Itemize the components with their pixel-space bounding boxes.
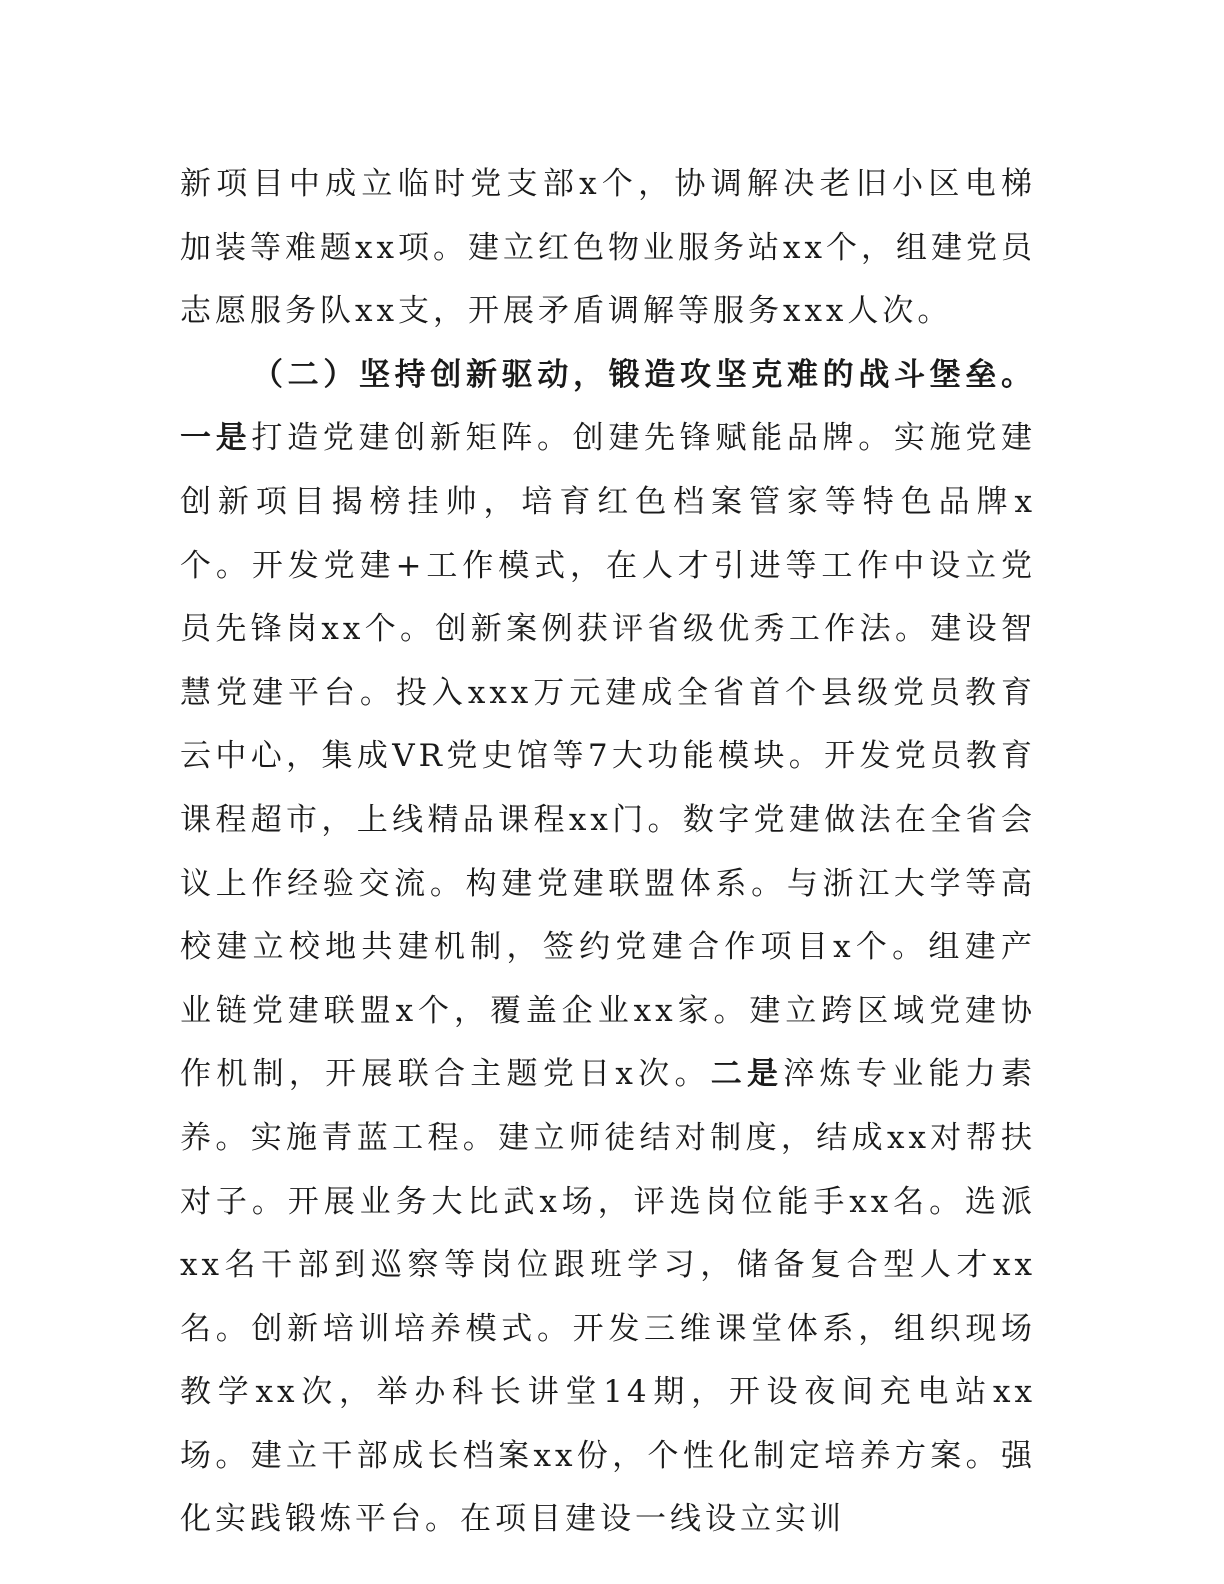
section-heading: （二）坚持创新驱动，锻造攻坚克难的战斗堡垒。 [252, 356, 1036, 393]
point-lead-2: 二是 [710, 1056, 784, 1093]
point-body-1: 打造党建创新矩阵。创建先锋赋能品牌。实施党建创新项目揭榜挂帅，培育红色档案管家等特色品牌x个。开发党建+工作模式，在人才引进等工作中设立党员先锋岗xx个。创新案例获评省级优秀工作法。建设智慧党建平台。投入xxx万元建成全省首个县级党员教育云中心，集成VR党史馆等7大功能模块。开发党员教育课程超市，上线精品课程xx门。数字党建做法在全省会议上作经验交流。构建党建联盟体系。与浙江大学等高校建立校地共建机制，签约党建合作项目x个。组建产业链党建联盟x个，覆盖企业xx家。建立跨区域党建协作机制，开展联合主题党日x次。 [180, 420, 1037, 1093]
point-body-2: 淬炼专业能力素养。实施青蓝工程。建立师徒结对制度，结成xx对帮扶对子。开展业务大比武x场，评选岗位能手xx名。选派xx名干部到巡察等岗位跟班学习，储备复合型人才xx名。创新培训培养模式。开发三维课堂体系，组织现场教学xx次，举办科长讲堂14期，开设夜间充电站xx场。建立干部成长档案xx份，个性化制定培养方案。强化实践锻炼平台。在项目建设一线设立实训 [180, 1056, 1037, 1538]
paragraph-1 [180, 153, 1036, 344]
document-body [180, 153, 1036, 1552]
point-lead-1: 一是 [180, 420, 252, 457]
paragraph-2 [180, 344, 1036, 1552]
paragraph-1-text: 新项目中成立临时党支部x个，协调解决老旧小区电梯加装等难题xx项。建立红色物业服务站xx个，组建党员志愿服务队xx支，开展矛盾调解等服务xxx人次。 [180, 166, 1036, 330]
